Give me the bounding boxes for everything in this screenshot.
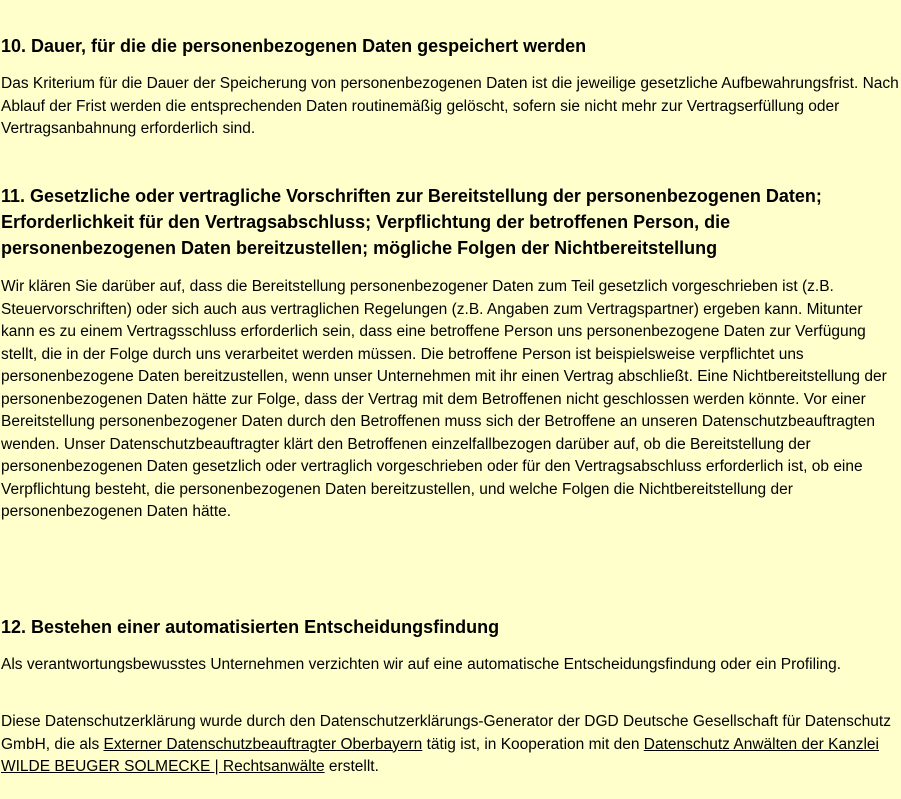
credits-text-1: Diese Datenschutzerklärung wurde durch den Datenschutzerklärungs-Generator der DGD Deutsche Gesellschaft für Datenschutz GmbH, die als — [1, 713, 891, 753]
section-12-paragraph: Als verantwortungsbewusstes Unternehmen verzichten wir auf eine automatische Entscheidungsfindung oder ein Profiling. — [1, 656, 842, 673]
credits-text-2: tätig ist, in Kooperation mit den — [422, 735, 644, 753]
section-11-paragraph: Wir klären Sie darüber auf, dass die Bereitstellung personenbezogener Daten zum Teil gesetzlich vorgeschrieben ist (z.B. Steuervorschriften) oder sich auch aus vertraglichen Regelungen (z.B. Angaben zum Vertragspartner) ergeben kann. Mitunter kann es zu einem Vertragsschluss erforderlich sein, dass eine betroffene Person uns personenbezogene Daten zur Verfügung stellt, die in der Folge durch uns verarbeitet werden müssen. Die betroffene Person ist beispielsweise verpflichtet uns personenbezogene Daten bereitzustellen, wenn unser Unternehmen mit ihr einen Vertrag abschließt. Eine Nichtbereitstellung der personenbezogenen Daten hätte zur Folge, dass der Vertrag mit dem Betroffenen nicht geschlossen werden könnte. Vor einer Bereitstellung personenbezogener Daten durch den Betroffenen muss sich der Betroffene an unseren Datenschutzbeauftragten wenden. Unser Datenschutzbeauftragter klärt den Betroffenen einzelfallbezogen darüber auf, ob die Bereitstellung der personenbezogenen Daten gesetzlich oder vertraglich vorgeschrieben oder für den Vertragsabschluss erforderlich ist, ob eine Verpflichtung besteht, die personenbezogenen Daten bereitzustellen, und welche Folgen die Nichtbereitstellung der personenbezogenen Daten hätte. — [1, 278, 887, 520]
section-12-heading: 12. Bestehen einer automatisierten Entscheidungsfindung — [1, 617, 500, 637]
law-firm-link[interactable]: Datenschutz Anwälten der Kanzlei WILDE BEUGER SOLMECKE | Rechtsanwälte — [1, 735, 879, 775]
section-10-paragraph: Das Kriterium für die Dauer der Speicherung von personenbezogenen Daten ist die jeweilige gesetzliche Aufbewahrungsfrist. Nach Ablauf der Frist werden die entsprechenden Daten routinemäßig gelöscht, sofern sie nicht mehr zur Vertragserfüllung oder Vertragsanbahnung erforderlich sind. — [1, 75, 899, 137]
section-10-heading: 10. Dauer, für die die personenbezogenen Daten gespeichert werden — [1, 36, 587, 56]
section-11-heading: 11. Gesetzliche oder vertragliche Vorschriften zur Bereitstellung der personenbezogenen Daten; Erforderlichkeit für den Vertragsabschluss; Verpflichtung der betroffenen Person, die personenbezogenen Daten bereitzustellen; mögliche Folgen der Nichtbereitstellung — [1, 186, 822, 258]
external-dpo-link[interactable]: Externer Datenschutzbeauftragter Oberbayern — [103, 735, 423, 753]
credits-paragraph — [1, 711, 899, 779]
credits-text-3: erstellt. — [324, 758, 379, 775]
